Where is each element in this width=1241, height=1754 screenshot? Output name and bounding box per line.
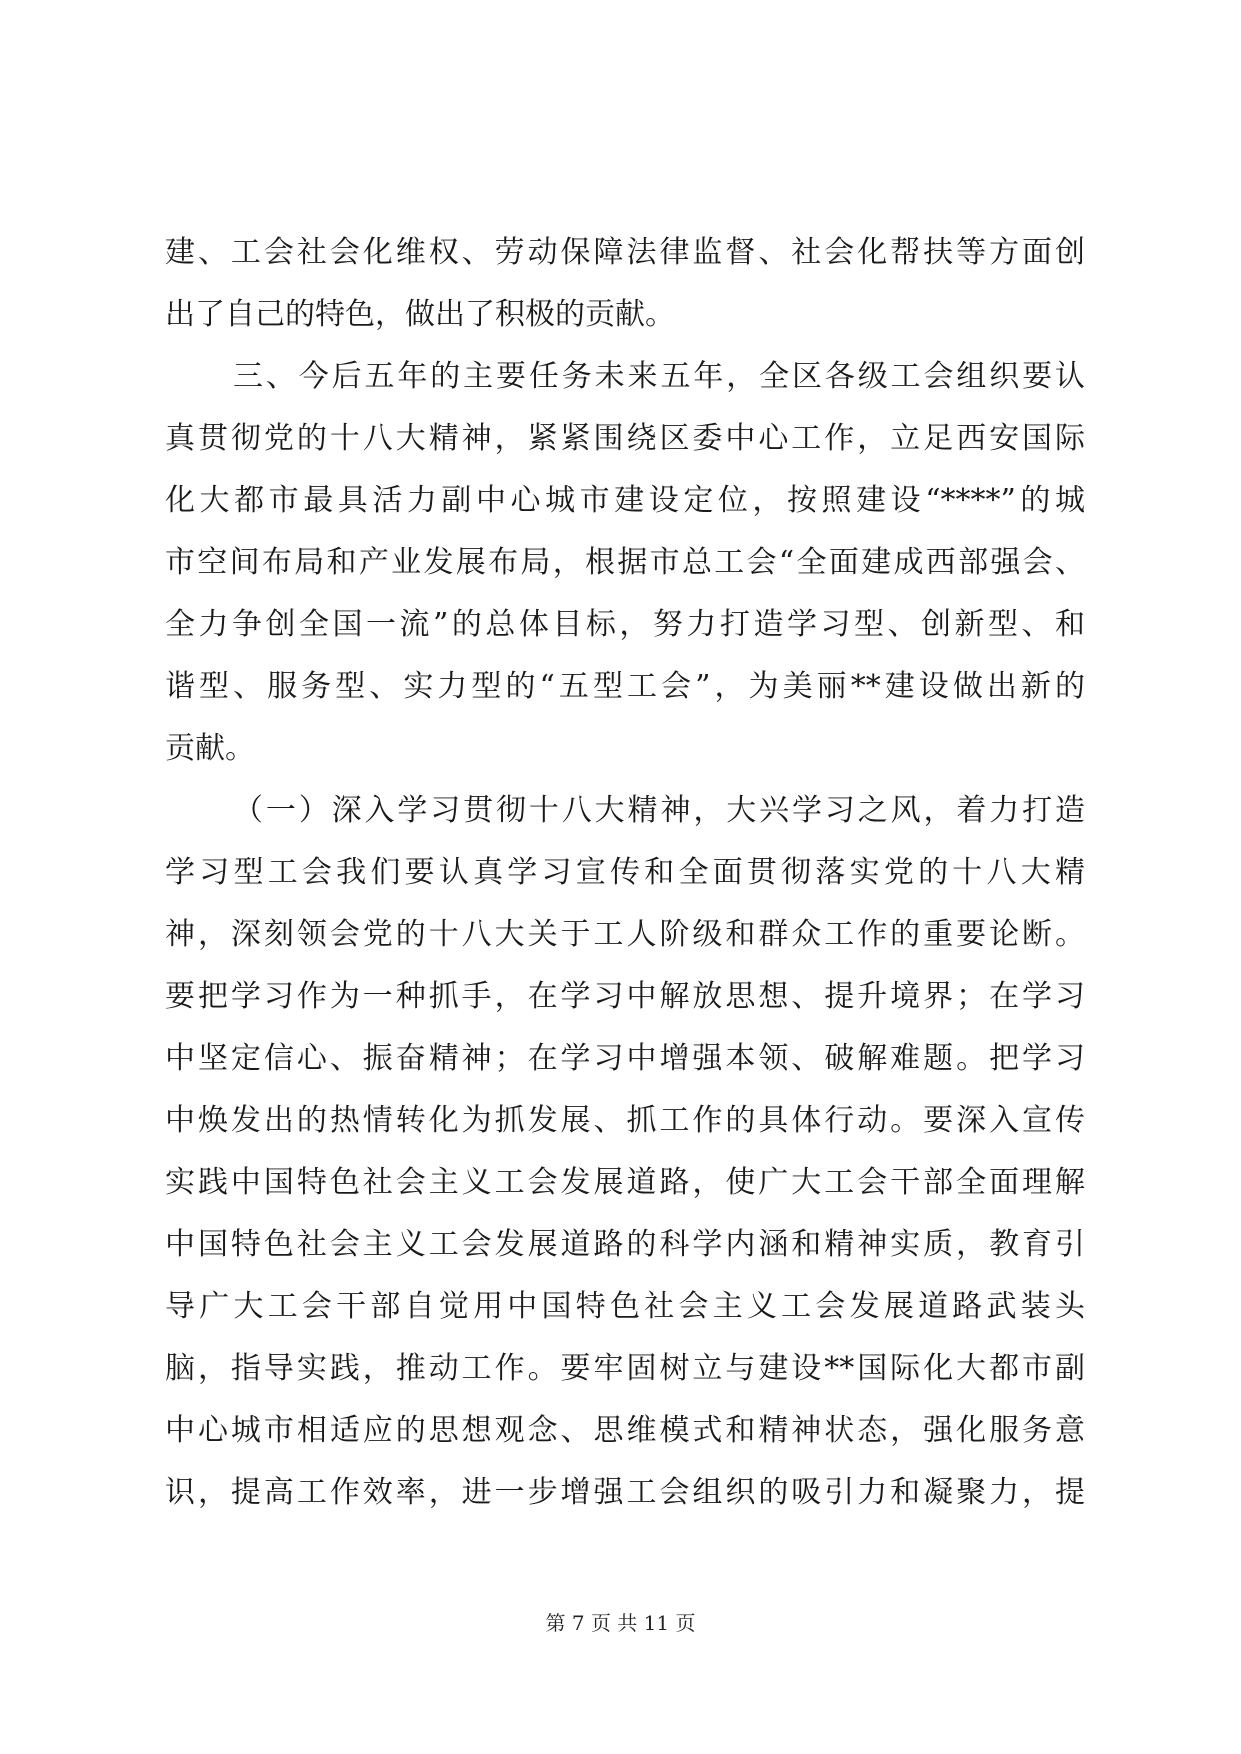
- document-body: [165, 222, 1085, 1524]
- text-line: 全力争创全国一流”的总体目标，努力打造学习型、创新型、和: [165, 607, 1085, 642]
- text-line: 出了自己的特色，做出了积极的贡献。: [165, 297, 675, 332]
- text-line: 化大都市最具活力副中心城市建设定位，按照建设“****”的城: [165, 483, 1085, 518]
- text-line: 神，深刻领会党的十八大关于工人阶级和群众工作的重要论断。: [165, 917, 1085, 952]
- text-line: 脑，指导实践，推动工作。要牢固树立与建设**国际化大都市副: [165, 1351, 1085, 1386]
- text-line: 中焕发出的热情转化为抓发展、抓工作的具体行动。要深入宣传: [165, 1103, 1085, 1138]
- text-line: 导广大工会干部自觉用中国特色社会主义工会发展道路武装头: [165, 1289, 1085, 1324]
- text-line: 实践中国特色社会主义工会发展道路，使广大工会干部全面理解: [165, 1165, 1085, 1200]
- text-line: 市空间布局和产业发展布局，根据市总工会“全面建成西部强会、: [165, 545, 1085, 580]
- text-line: 学习型工会我们要认真学习宣传和全面贯彻落实党的十八大精: [165, 855, 1085, 890]
- text-line: 建、工会社会化维权、劳动保障法律监督、社会化帮扶等方面创: [165, 235, 1085, 270]
- page-number-footer: 第 7 页 共 11 页: [545, 1611, 696, 1635]
- text-line: 贡献。: [165, 731, 255, 766]
- text-line: 中坚定信心、振奋精神；在学习中增强本领、破解难题。把学习: [165, 1041, 1085, 1076]
- text-line: 中心城市相适应的思想观念、思维模式和精神状态，强化服务意: [165, 1413, 1085, 1448]
- text-line: 谐型、服务型、实力型的“五型工会”，为美丽**建设做出新的: [165, 669, 1085, 704]
- text-line: 识，提高工作效率，进一步增强工会组织的吸引力和凝聚力，提: [165, 1475, 1085, 1510]
- text-line: 中国特色社会主义工会发展道路的科学内涵和精神实质，教育引: [165, 1227, 1085, 1262]
- text-line: 三、今后五年的主要任务未来五年，全区各级工会组织要认: [233, 359, 1085, 394]
- text-line: 要把学习作为一种抓手，在学习中解放思想、提升境界；在学习: [165, 979, 1085, 1014]
- text-line: （一）深入学习贯彻十八大精神，大兴学习之风，着力打造: [233, 793, 1085, 828]
- text-line: 真贯彻党的十八大精神，紧紧围绕区委中心工作，立足西安国际: [165, 421, 1085, 456]
